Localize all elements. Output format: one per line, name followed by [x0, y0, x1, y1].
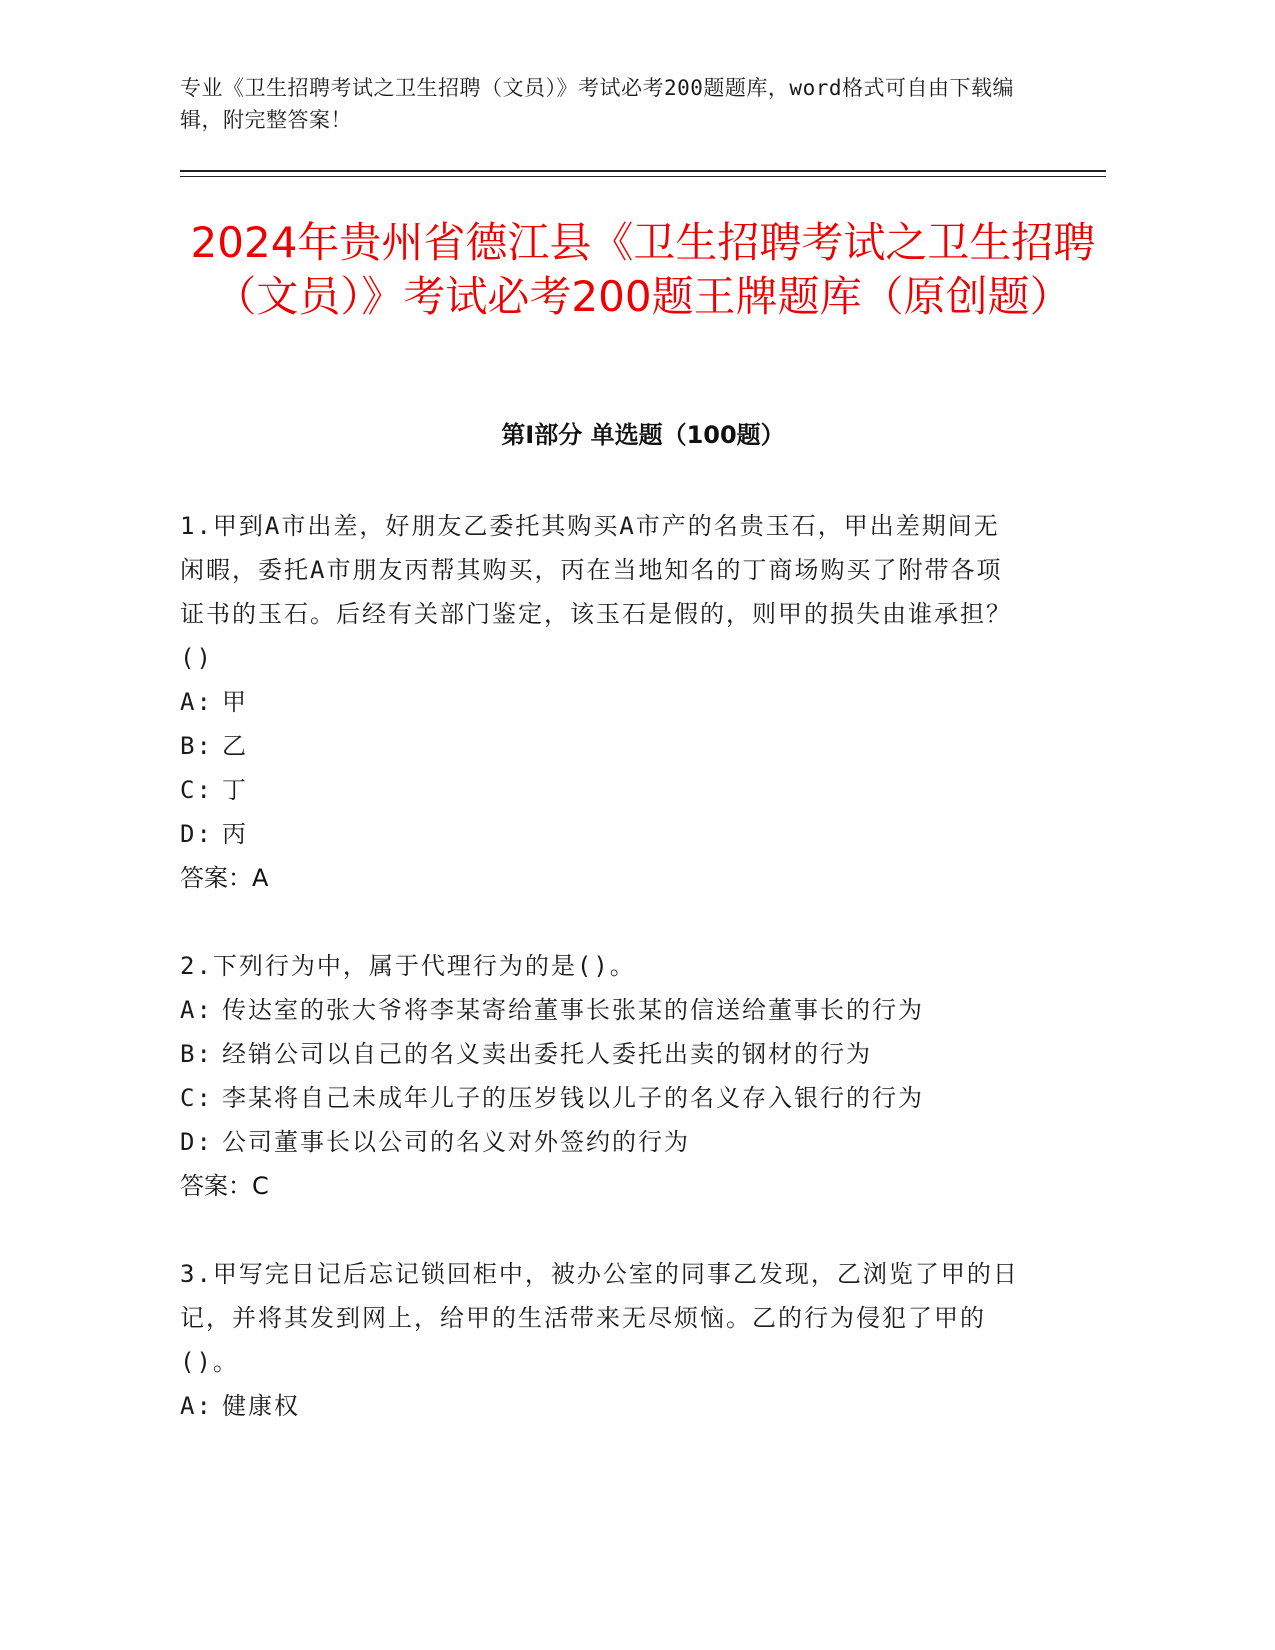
- option-text: 乙: [222, 732, 248, 760]
- option-d: [180, 812, 1106, 856]
- option-a: [180, 988, 1106, 1032]
- option-key: D:: [180, 1128, 213, 1156]
- question-stem: 3.甲写完日记后忘记锁回柜中，被办公室的同事乙发现，乙浏览了甲的日记，并将其发到网上，给甲的生活带来无尽烦恼。乙的行为侵犯了甲的()。: [180, 1260, 1019, 1376]
- option-key: C:: [180, 1084, 213, 1112]
- question-2: [180, 944, 1106, 1208]
- option-key: B:: [180, 732, 213, 760]
- header-note: 专业《卫生招聘考试之卫生招聘（文员）》考试必考200题题库，word格式可自由下载编辑，附完整答案！: [180, 76, 1014, 132]
- option-c: [180, 1076, 1106, 1120]
- option-b: [180, 1032, 1106, 1076]
- option-text: 甲: [222, 688, 248, 716]
- question-stem: 1.甲到A市出差，好朋友乙委托其购买A市产的名贵玉石，甲出差期间无闲暇，委托A市朋友丙帮其购买，丙在当地知名的丁商场购买了附带各项证书的玉石。后经有关部门鉴定，该玉石是假的，则甲的损失由谁承担？(): [180, 512, 1012, 672]
- option-a: [180, 680, 1106, 724]
- question-3: [180, 1252, 1106, 1428]
- header-rule-thick: [180, 170, 1106, 172]
- header-rule-thin: [180, 176, 1106, 177]
- option-c: [180, 768, 1106, 812]
- option-key: A:: [180, 996, 213, 1024]
- option-text: 丙: [222, 820, 248, 848]
- document-title: 2024年贵州省德江县《卫生招聘考试之卫生招聘（文员）》考试必考200题王牌题库（原创题）: [190, 218, 1096, 321]
- option-text: 丁: [222, 776, 248, 804]
- question-stem: 2.下列行为中，属于代理行为的是()。: [180, 952, 636, 980]
- question-1: [180, 504, 1106, 900]
- option-key: C:: [180, 776, 213, 804]
- option-text: 传达室的张大爷将李某寄给董事长张某的信送给董事长的行为: [222, 996, 924, 1024]
- question-list: [180, 504, 1106, 1472]
- answer-line: 答案：A: [180, 864, 269, 892]
- option-b: [180, 724, 1106, 768]
- option-key: D:: [180, 820, 213, 848]
- answer-line: 答案：C: [180, 1172, 269, 1200]
- option-text: 健康权: [222, 1392, 300, 1420]
- option-text: 经销公司以自己的名义卖出委托人委托出卖的钢材的行为: [222, 1040, 872, 1068]
- option-key: B:: [180, 1040, 213, 1068]
- option-a: [180, 1384, 1106, 1428]
- option-text: 公司董事长以公司的名义对外签约的行为: [222, 1128, 690, 1156]
- option-text: 李某将自己未成年儿子的压岁钱以儿子的名义存入银行的行为: [222, 1084, 924, 1112]
- option-d: [180, 1120, 1106, 1164]
- section-title: 第Ⅰ部分 单选题（100题）: [501, 421, 785, 449]
- option-key: A:: [180, 1392, 213, 1420]
- option-key: A:: [180, 688, 213, 716]
